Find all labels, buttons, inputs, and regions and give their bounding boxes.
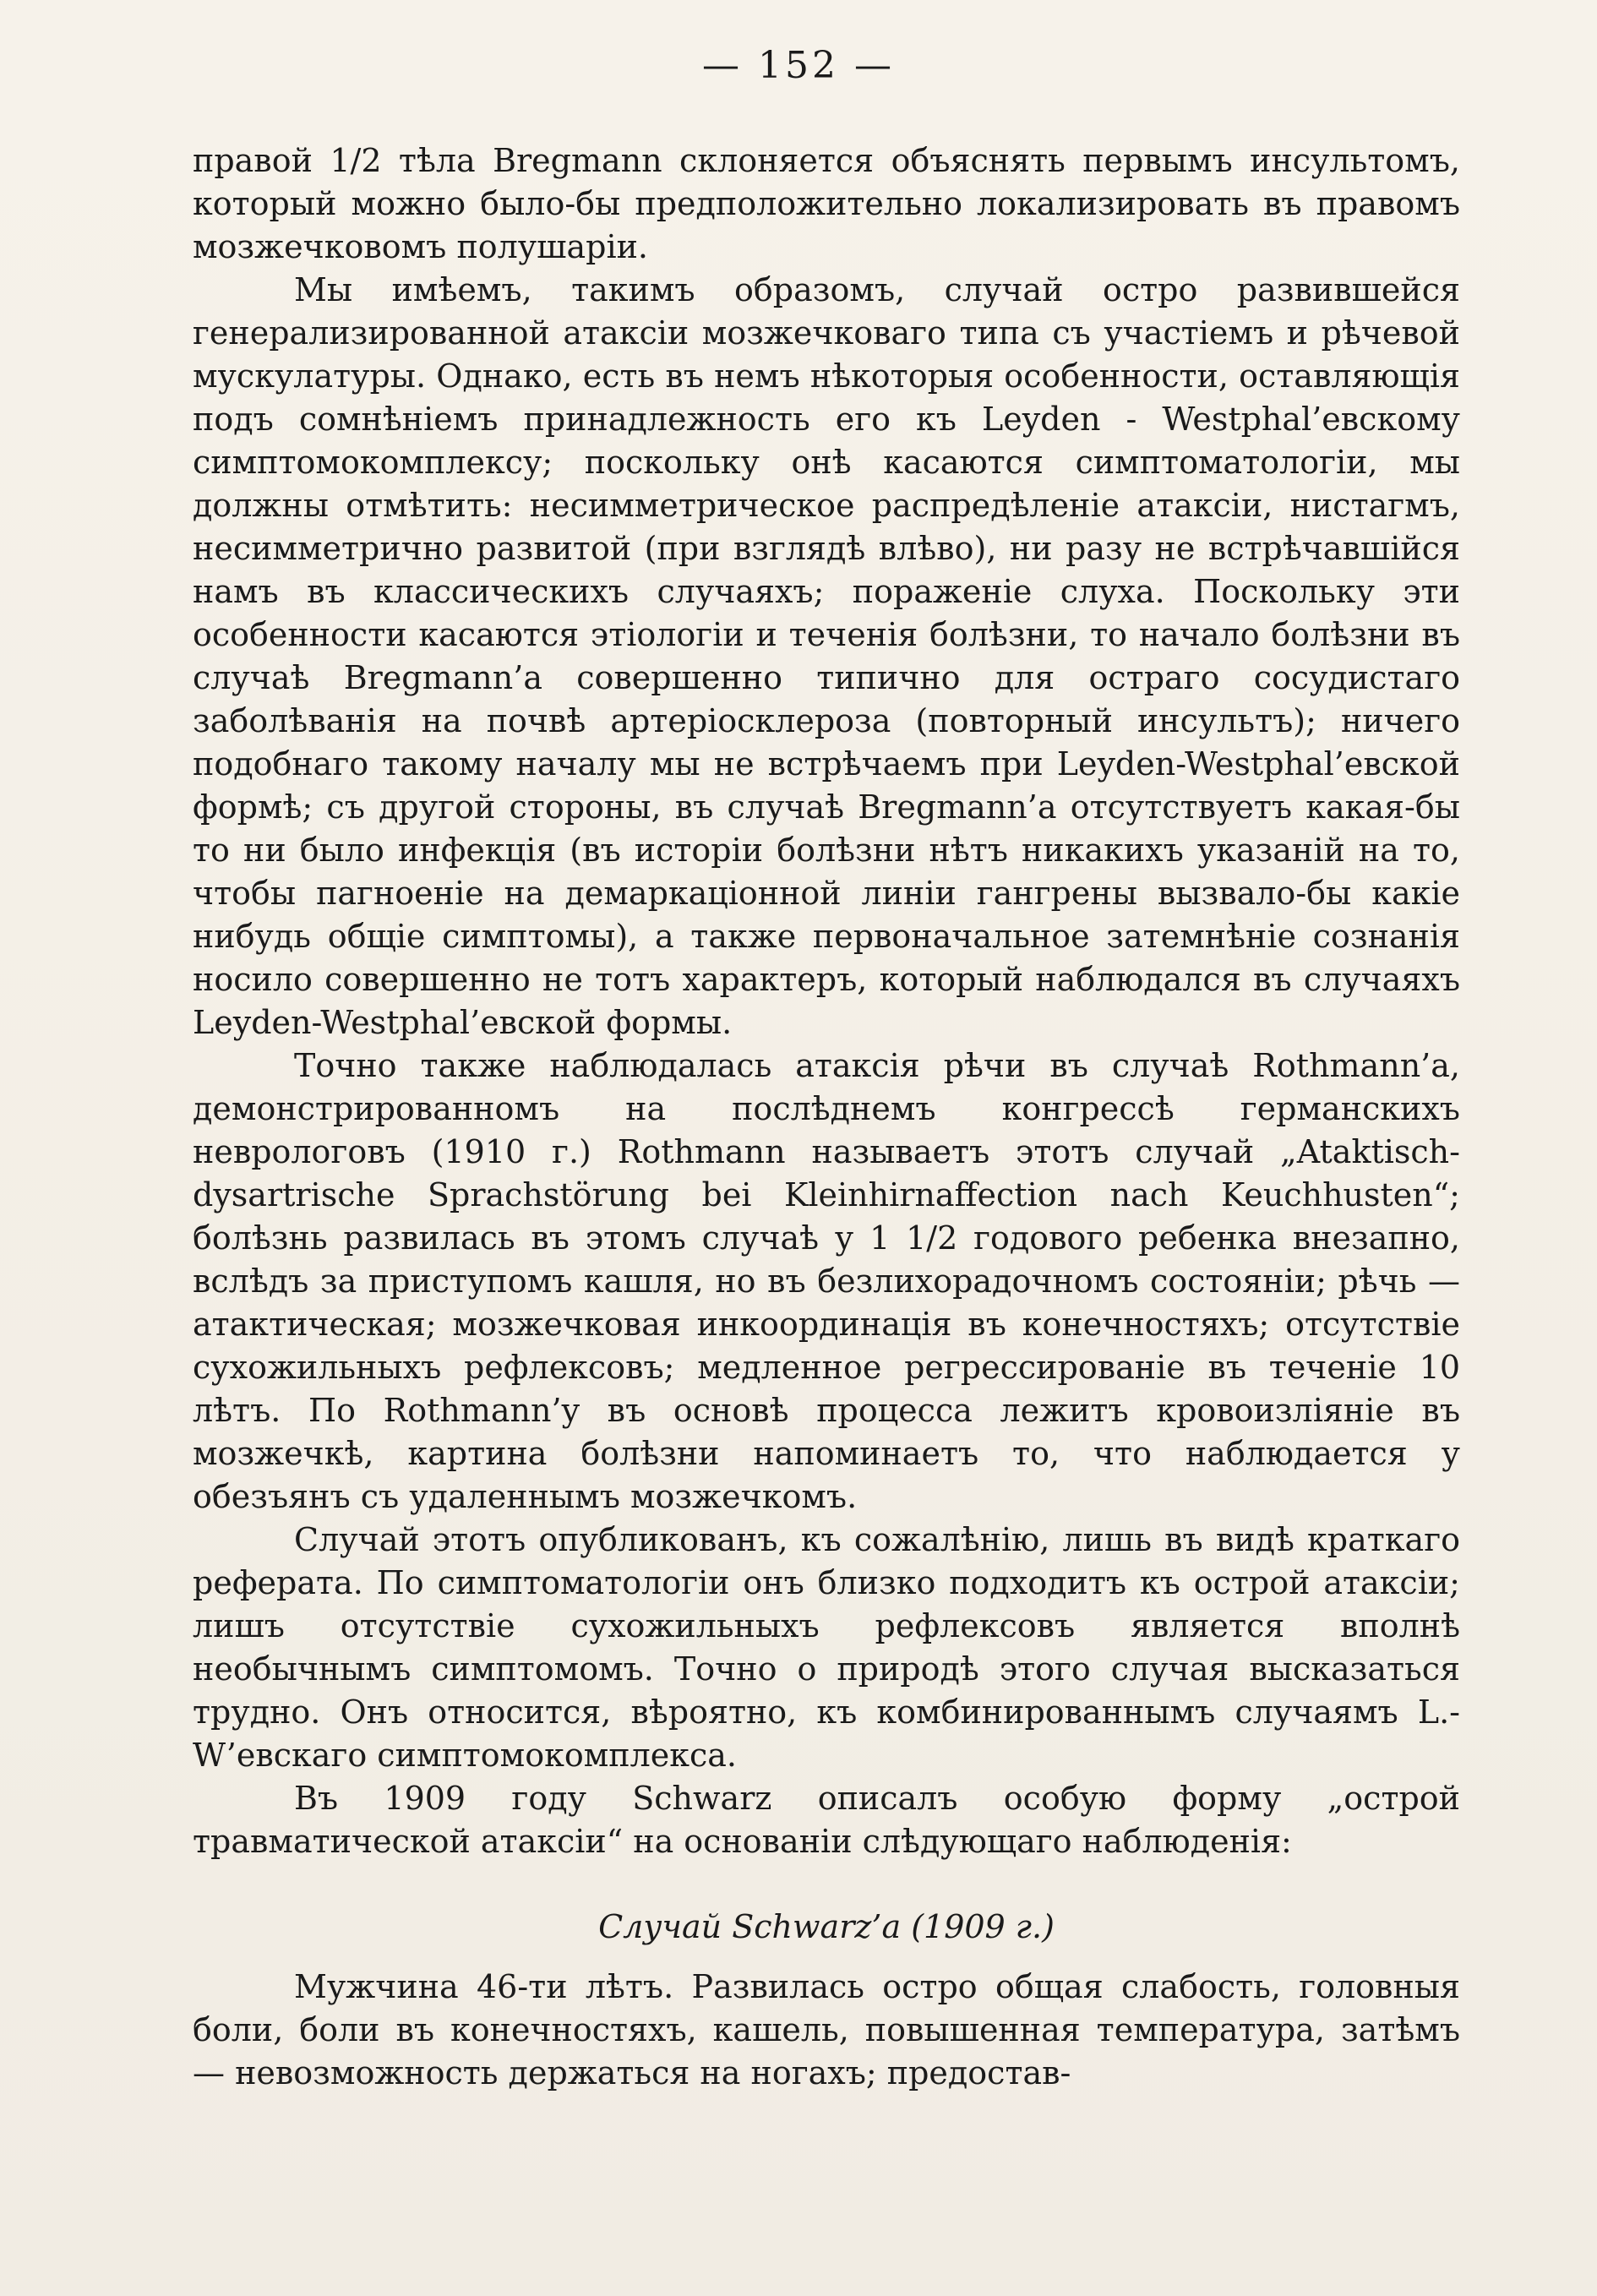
- paragraph-2: Мы имѣемъ, такимъ образомъ, случай остро развившейся генерализированной атаксіи мозжечковаго типа съ участіемъ и рѣчевой мускулатуры. Однако, есть въ немъ нѣкоторыя особенности, оставляющія подъ сомнѣніемъ принадлежность его къ Leyden - Westphal’евскому симптомокомплексу; поскольку онѣ касаются симптоматологіи, мы должны отмѣтить: несимметрическое распредѣленіе атаксіи, нистагмъ, несимметрично развитой (при взглядѣ влѣво), ни разу не встрѣчавшійся намъ въ классическихъ случаяхъ; пораженіе слуха. Поскольку эти особенности касаются этіологіи и теченія болѣзни, то начало болѣзни въ случаѣ Bregmann’a совершенно типично для остраго сосудистаго заболѣванія на почвѣ артеріосклероза (повторный инсультъ); ничего подобнаго такому началу мы не встрѣчаемъ при Leyden-Westphal’евской формѣ; съ другой стороны, въ случаѣ Bregmann’a отсутствуетъ какая-бы то ни было инфекція (въ исторіи болѣзни нѣтъ никакихъ указаній на то, чтобы пагноеніе на демаркаціонной линіи гангрены вызвало-бы какіе нибудь общіе симптомы), а также первоначальное затемнѣніе сознанія носило совершенно не тотъ характеръ, который наблюдался въ случаяхъ Leyden-Westphal’евской формы.: [193, 271, 1460, 1041]
- case-heading: Случай Schwarz’a (1909 г.): [598, 1908, 1055, 1945]
- paragraph-5: Въ 1909 году Schwarz описалъ особую форму „острой травматической атаксіи“ на основаніи слѣдующаго наблюденія:: [193, 1780, 1460, 1860]
- main-text: [193, 139, 1460, 2095]
- page-number: — 152 —: [702, 44, 895, 87]
- paragraph-4: Случай этотъ опубликованъ, къ сожалѣнію, лишь въ видѣ краткаго реферата. По симптоматологіи онъ близко подходитъ къ острой атаксіи; лишъ отсутствіе сухожильныхъ рефлексовъ является вполнѣ необычнымъ симптомомъ. Точно о природѣ этого случая высказаться трудно. Онъ относится, вѣроятно, къ комбинированнымъ случаямъ L.-W’евскаго симптомокомплекса.: [193, 1521, 1460, 1774]
- case-paragraph: Мужчина 46-ти лѣтъ. Развилась остро общая слабость, головныя боли, боли въ конечностяхъ, кашель, повышенная температура, затѣмъ — невозможность держаться на ногахъ; предостав-: [193, 1968, 1460, 2091]
- paragraph-1: правой 1/2 тѣла Bregmann склоняется объяснять первымъ инсультомъ, который можно было-бы предположительно локализировать въ правомъ мозжечковомъ полушаріи.: [193, 142, 1460, 265]
- paragraph-3: Точно также наблюдалась атаксія рѣчи въ случаѣ Rothmann’a, демонстрированномъ на послѣднемъ конгрессѣ германскихъ неврологовъ (1910 г.) Rothmann называетъ этотъ случай „Ataktisch-dysartrische Sprachstörung bei Kleinhirnaffection nach Keuchhusten“; болѣзнь развилась въ этомъ случаѣ у 1 1/2 годового ребенка внезапно, вслѣдъ за приступомъ кашля, но въ безлихорадочномъ состояніи; рѣчь — атактическая; мозжечковая инкоординація въ конечностяхъ; отсутствіе сухожильныхъ рефлексовъ; медленное регрессированіе въ теченіе 10 лѣтъ. По Rothmann’y въ основѣ процесса лежитъ кровоизліяніе въ мозжечкѣ, картина болѣзни напоминаетъ то, что наблюдается у обезъянъ съ удаленнымъ мозжечкомъ.: [193, 1047, 1460, 1515]
